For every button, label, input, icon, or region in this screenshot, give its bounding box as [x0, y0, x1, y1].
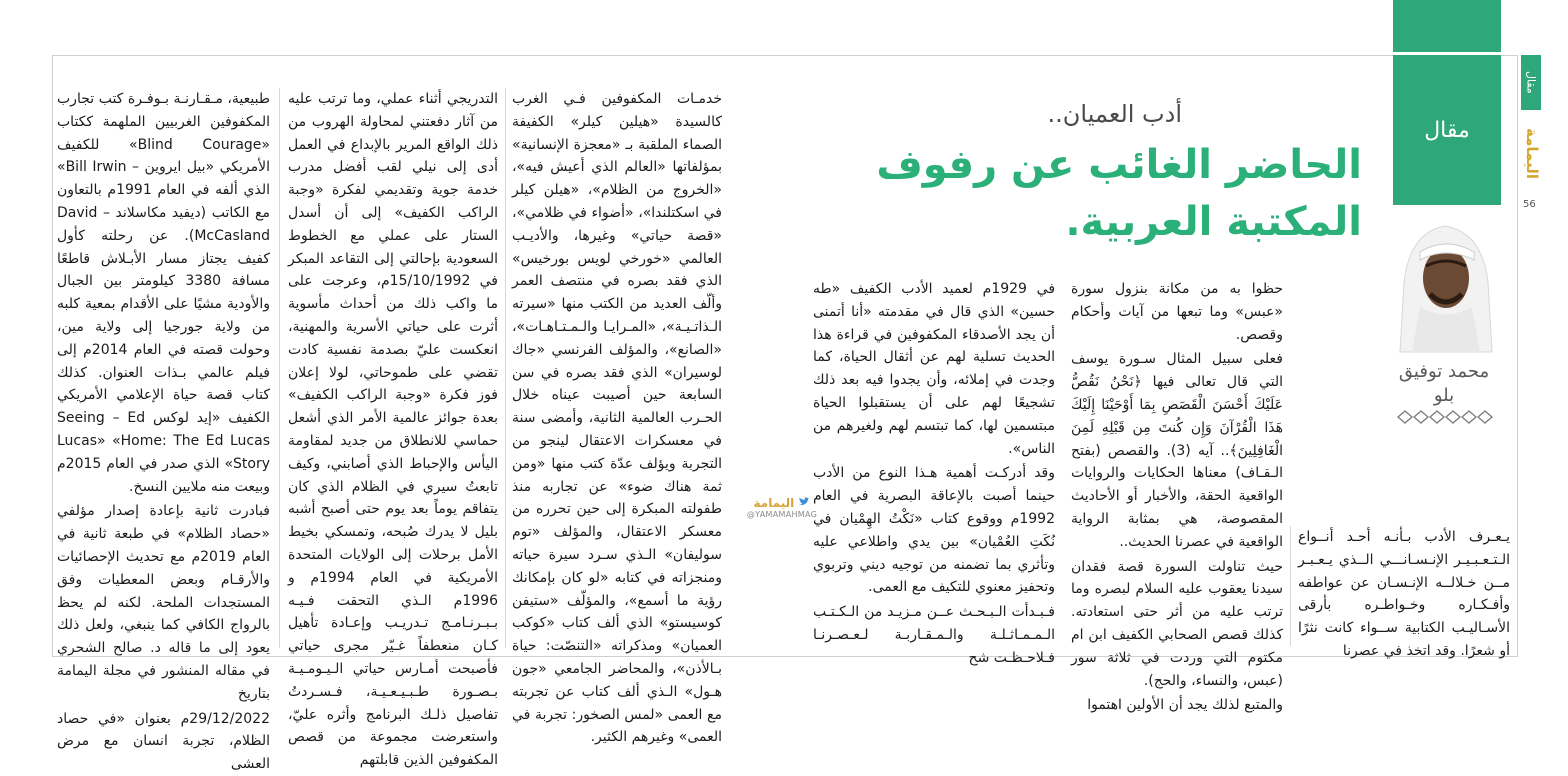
magazine-logo: [1521, 118, 1543, 188]
section-label-box: [1393, 55, 1501, 205]
column-divider: [1290, 526, 1291, 646]
text-column-4: [1071, 278, 1283, 714]
paragraph: 29/12/2022م بعنوان «في حصاد الظلام، تجربة انسان مع مرض العشى: [57, 710, 270, 773]
author-name-line2: بلو: [1433, 385, 1455, 406]
paragraph: في 1929م لعميد الأدب الكفيف «طه حسين» الذي قال في مقدمته «أنا أتمنى أن يجد الأصدقاء المكفوفين في قراءة هذا الحديث تسلية لهم عن أثقال الحياة، كما وجدت في إملائه، وأن يجدوا فيه بعد ذلك تشجيعًا لهم على أن يستقبلوا الحياة مبتسمين لها، كما تبتسم لهم ولغيرهم من الناس».: [813, 281, 1056, 457]
section-tab: [1521, 55, 1541, 110]
magazine-logo-text: اليمامة: [1523, 127, 1541, 179]
article-kicker: أدب العميان..: [1047, 100, 1182, 128]
column-divider: [279, 88, 280, 648]
column-divider: [505, 88, 506, 648]
twitter-icon: [798, 497, 810, 507]
social-brand: [745, 496, 819, 510]
author-name-line1: محمد توفيق: [1398, 361, 1490, 382]
text-column-1: [512, 88, 722, 746]
paragraph: التدريجي أثناء عملي، وما ترتب عليه من آثار دفعتني لمحاولة الهروب من ذلك الواقع المرير بالإبداع في العمل أدى إلى نيلي لقب أفضل مدرب خدمة جوية وتقديمي لفكرة «وجبة الراكب الكفيف» إلى أن أسدل الستار على عملي مع الخطوط السعودية بإحالتي إلى التقاعد المبكر في 15/10/1992م، وعرجت على ما واكب ذلك من أحداث مأسوية أثرت على حياتي الأسرية والمهنية، انعكست عليّ بصدمة نفسية كادت تقضي على طموحاتي، لولا إعلان فوز فكرة «وجبة الراكب الكفيف» بعدة جوائز عالمية الأمر الذي أشعل حماسي للانطلاق من جديد لمقاومة اليأس والإحباط الذي أصابني، وكيف تابعتُ سيري في الظلام الذي كان يتفاقم يوماً بعد يوم حتى أصبح أشبه بليل لا يدرك صُبحه، وتمسكي بخيط الأمل برحلات إلى الولايات المتحدة الأمريكية في العام 1994م و 1996م الـذي التحقت فـيـه بـبـرنـامـج تـدريـب وإعـادة تأهيل كـان منعطفاً غـيّر مجرى حياتي فأصبحت أمـارس حياتي الـيـومـيـة بـصـورة طـبـيـعـيـة، فـسـردتُ تفاصيل ذلـك البرنامج وأثره عليّ، واستعرضت مجموعة من قصص المكفوفين الذين قابلتهم: [288, 91, 499, 769]
section-tab-label: مقال: [1524, 71, 1538, 94]
section-label: مقال: [1424, 117, 1470, 143]
social-tag: [745, 496, 819, 519]
author-photo: [1390, 212, 1500, 352]
text-column-2: [288, 88, 499, 769]
text-column-3: [57, 88, 271, 773]
author-name: [1388, 360, 1500, 408]
paragraph: حيث تناولت السورة قصة فقدان سيدنا يعقوب عليه السلام لبصره وما ترتب عليه من أثر حتى استعادته. كذلك قصص الصحابي الكفيف ابن ام مكتوم التي وردت في ثلاثة سور (عبس، والنساء، والحج).: [1071, 558, 1283, 689]
article-title: الحاضر الغائب عن رفوف المكتبة العربية.: [876, 142, 1362, 245]
paragraph: فـبـدأت الـبـحـث عــن مـزيـد من الـكـتـب الـمـمـاثـلـة والـمـقـاربـة لـعـصـرنـا فـلاحـظـت شح: [813, 604, 1055, 666]
paragraph: طبيعية، مـقـارنـة بـوفـرة كتب تجارب المكفوفين الغربيين الملهمة ككتاب «Blind Courage» للكفيف الأمريكي «بيل ايروين – Bill Irwin» الذي ألفه في العام 1991م بالتعاون مع الكاتب (ديفيد مكاسلاند – David McCasland). عن رحلته كأول كفيف يجتاز مسار الأبـلاش قاطعًا مسافة 3380 كيلومتر بين الجبال والأودية مشيًا على الأقدام بمعية كلبه من ولاية جورجيا إلى ولاية مين، وحولت قصته في العام 2014م إلى فيلم عالمي بـذات العنوان. كذلك كتاب قصة حياة الإعلامي الأمريكي الكفيف «إيد لوكس Seeing – Ed Lucas» «Home: The Ed Lucas Story» الذي صدر في العام 2015م وبيعت منه ملايين النسخ.: [57, 91, 271, 495]
paragraph: خدمـات المكفوفين فـي الغرب كالسيدة «هيلين كيلر» الكفيفة الصماء الملقبة بـ «معجزة الإنسانية» بمؤلفاتها «العالم الذي أعيش فيه»، «الخروج من الظلام»، «هيلن كيلر في اسكتلندا»، «أضواء في ظلامي»، «قصة حياتي» وغيرها، والأديـب العالمي «خورخي لويس بورخيس» الذي فقد بصره في منتصف العمر وألّف العديد من الكتب منها «سيرته الـذاتـيـة»، «المـرايـا والـمـتـاهـات»، «الصانع»، والمؤلف الفرنسي «جاك لوسيران» الذي فقد بصره في سن السابعة حين أصيبت عيناه خلال الحـرب العالمية الثانية، وأمضى سنة في معسكرات الاعتقال لينجو من التجربة ويؤلف عدّة كتب منها «ومن ثمة هناك ضوء» عن تجاربه منذ طفولته المبكرة إلى حين تحرره من معسكر الاعتقال، والمؤلف «توم سوليفان» الـذي سـرد سيرة حياته ومنجزاته في كتابه «لو كان بإمكانك رؤية ما أسمع»، والمؤلّف «ستيفن كوسيستو» الذي ألف كتاب «كوكب العميان» ومذكراته «التنصّت: حياة بـالأذن»، والمحاضر الجامعي «جون هـول» الـذي ألف كتاب عن تجربته مع العمى «لمس الصخور: تجربة في العمى» وغيرهم الكثير.: [512, 91, 722, 746]
paragraph: فعلى سبيل المثال سـورة يوسف التي قال تعالى فيها ﴿نَحْنُ نَقُصُّ عَلَيْكَ أَحْسَنَ الْقَصَصِ بِمَا أَوْحَيْنَا إِلَيْكَ هَذَا الْقُرْآنَ وَإِن كُنتَ مِن قَبْلِهِ لَمِنَ الْغَافِلِينَ﴾.. آيه (3). والقصص (بفتح الـقـاف) معناها الحكايات والروايات الواقعية الحقة، والأخبار أو الأحاديث المقصوصة، هي بمثابة الرواية الواقعية في عصرنا الحديث..: [1071, 351, 1283, 550]
paragraph: حظوا به من مكانة بنزول سورة «عبس» وما تبعها من آيات وأحكام وقصص.: [1071, 281, 1283, 343]
paragraph: فبادرت ثانية بإعادة إصدار مؤلفي «حصاد الظلام» في طبعة ثانية في العام 2019م مع تحديث الإحصائيات والأرقـام وبعض المعطيات وفق المستجدات الملحة. لكنه لم يحظ بالرواج الكافي كما ينبغي، ولعل ذلك يعود إلى ما قاله د. صالح الشحري في مقاله المنشور في مجلة اليمامة بتاريخ: [57, 503, 270, 702]
text-column-5: [813, 278, 1056, 666]
paragraph: يـعـرف الأدب بـأنـه أحـد أنــواع الـتـعـبـيـر الإنـسـانـــي الــذي يـعـبـر مــن خـلالــه الإنـسـان عن عواطفه وأفـكـاره وخـواطـره بأرقى الأسـاليـب الكتابية ســواء كانت نثرًا أو شعرًا. وقد اتخذ في عصرنا: [1298, 529, 1510, 659]
section-header-bar: [1393, 0, 1501, 52]
author-ornament: [1390, 410, 1502, 424]
social-handle: @YAMAMAHMAG: [746, 510, 818, 519]
paragraph: والمتبع لذلك يجد أن الأولين اهتموا: [1087, 697, 1283, 714]
paragraph: وقد أدركـت أهمية هـذا النوع من الأدب حينما أصبت بالإعاقة البصرية في العام 1992م ووقوع كتاب «نَكْتُ الهِمْيان في نُكَتِ العُمْيان» بين يدي واطلاعي عليه وتأثري بما تضمنه من توجيه ديني وتربوي وتحفيز معنوي للتكيف مع العمى.: [813, 465, 1055, 596]
text-column-6: [1298, 526, 1510, 659]
page-number: 56: [1523, 199, 1536, 210]
social-brand-text: اليمامة: [753, 496, 795, 510]
